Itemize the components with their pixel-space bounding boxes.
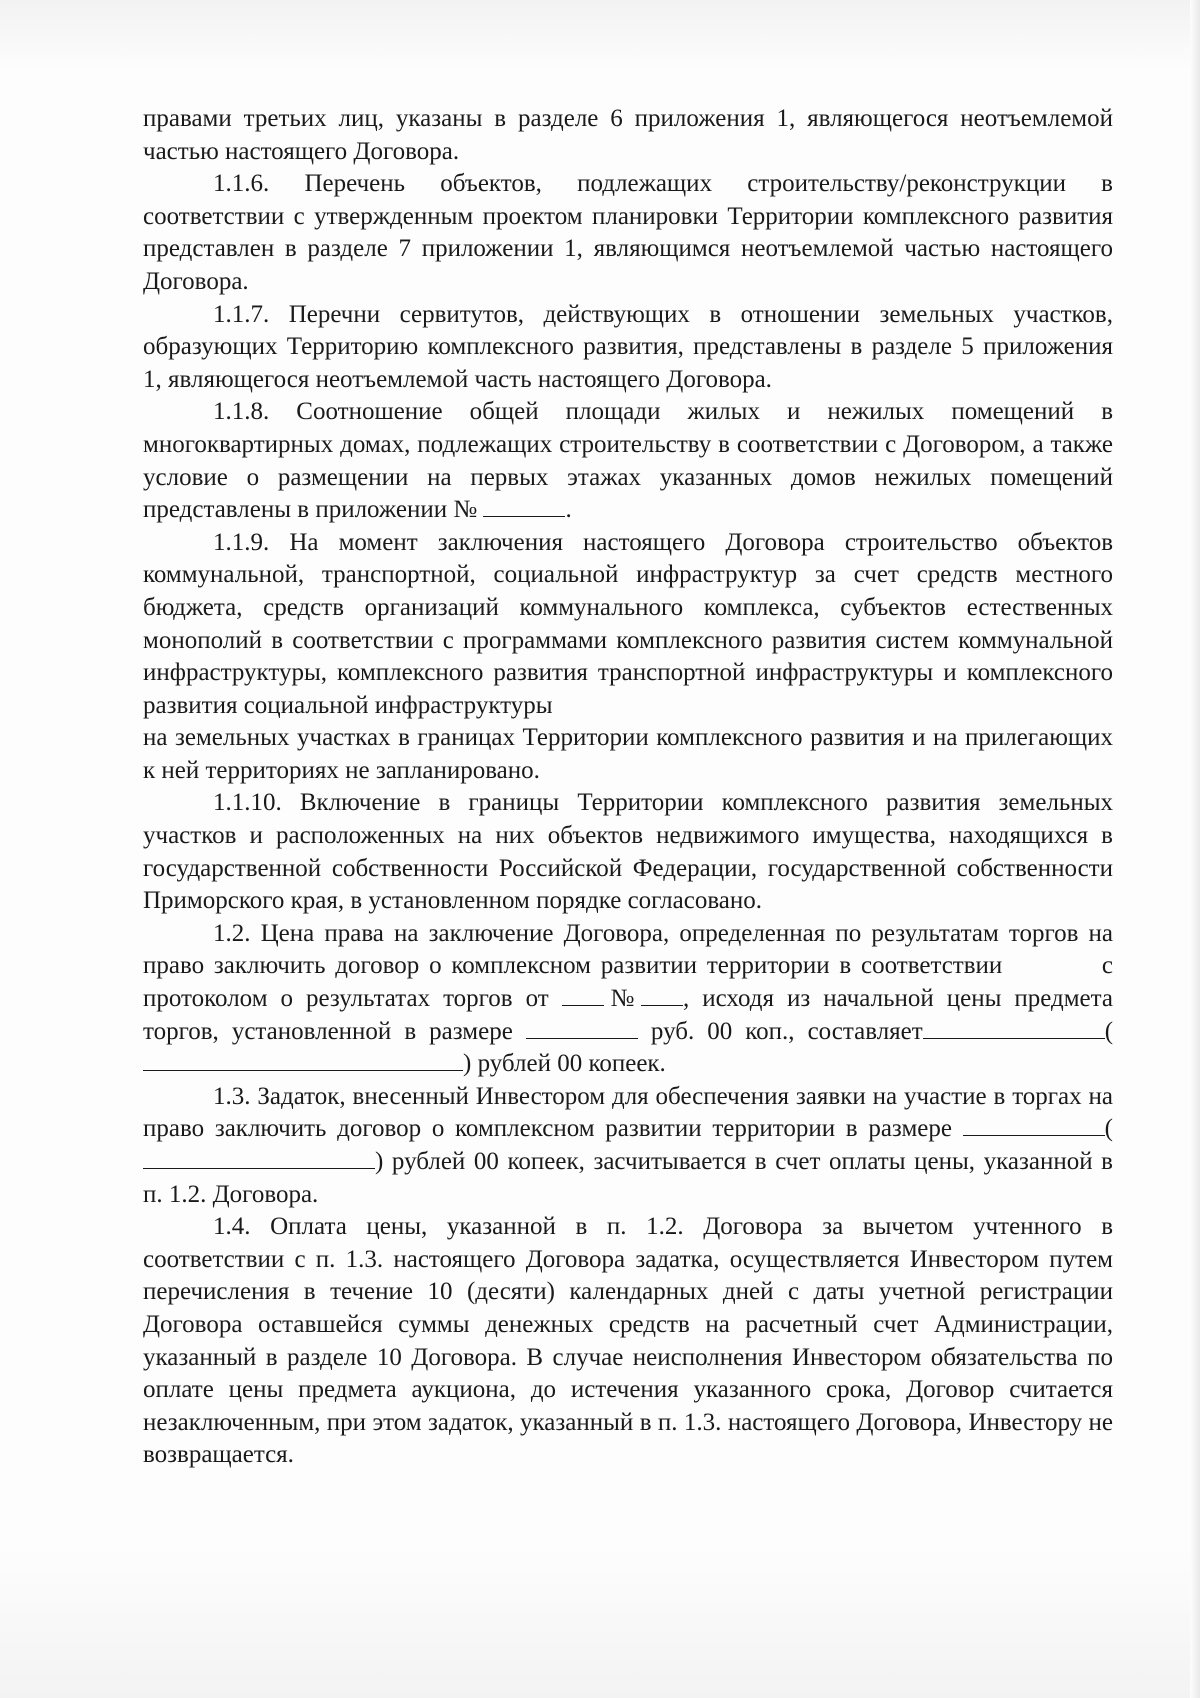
scan-noise-right	[1190, 0, 1200, 1698]
paragraph-text: , исходя из начальной цены предмета торгов, установленной в размере	[143, 985, 1113, 1045]
blank-line	[963, 1113, 1105, 1136]
blank-line	[483, 494, 565, 517]
paragraph-1-1-7	[143, 299, 1113, 397]
number-sign: №	[603, 985, 642, 1013]
paragraph-text: 1.1.8. Соотношение общей площади жилых и нежилых помещений в многоквартирных домах, подлежащих строительству в соответствии с Договором, а также условие о размещении на первых этажах указанных домов нежилых помещений представлены в приложении №	[143, 398, 1113, 524]
paragraph-text: ) рублей 00 копеек, засчитывается в счет оплаты цены, указанной в п. 1.2. Договора.	[143, 1148, 1113, 1208]
paragraph-text: ) рублей 00 копеек.	[463, 1050, 666, 1078]
paragraph-text: 1.2. Цена права на заключение Договора, определенная по результатам торгов на право заключить договор о комплексном развитии территории в соответствии	[143, 919, 1113, 980]
scan-noise-bottom	[0, 1548, 1200, 1698]
document-body	[143, 103, 1113, 1472]
paragraph-1-1-10	[143, 787, 1113, 917]
paragraph-text: 1.1.7. Перечни сервитутов, действующих в отношении земельных участков, образующих Территорию комплексного развития, представлены в разделе 5 приложения 1, являющегося неотъемлемой часть настоящего Договора.	[143, 300, 1113, 393]
blank-line	[143, 1146, 375, 1169]
blank-line	[562, 983, 604, 1006]
paragraph-text: (	[1104, 1115, 1113, 1143]
paragraph-text: (	[1104, 1017, 1114, 1045]
paragraph-text: 1.1.6. Перечень объектов, подлежащих строительству/реконструкции в соответствии с утвержденным проектом планировки Территории комплексного развития представлен в разделе 7 приложении 1, являющимся неотъемлемой частью настоящего Договора.	[143, 170, 1113, 295]
scan-noise-top	[0, 0, 1200, 70]
paragraph-text: руб. 00 коп., составляет	[650, 1017, 923, 1045]
paragraph-text: 1.1.10. Включение в границы Территории комплексного развития земельных участков и расположенных на них объектов недвижимого имущества, находящихся в государственной собственности Российской Федерации, государственной собственности Приморского края, в установленном порядке согласовано.	[143, 789, 1113, 915]
paragraph-1-1-6	[143, 168, 1113, 298]
paragraph-1-4	[143, 1211, 1113, 1472]
paragraph-text: 1.4. Оплата цены, указанной в п. 1.2. Договора за вычетом учтенного в соответствии с п. 1.3. настоящего Договора задатка, осуществляется Инвестором путем перечисления в течение 10 (десяти) календарных дней с даты учетной регистрации Договора оставшейся суммы денежных средств на расчетный счет Администрации, указанный в разделе 10 Договора. В случае неисполнения Инвестором обязательства по оплате цены предмета аукциона, до истечения указанного срока, Договор считается незаключенным, при этом задаток, указанный в п. 1.3. настоящего Договора, Инвестору не возвращается.	[143, 1213, 1113, 1469]
paragraph-continuation	[143, 103, 1113, 168]
paragraph-text: правами третьих лиц, указаны в разделе 6 приложения 1, являющегося неотъемлемой частью настоящего Договора.	[143, 105, 1113, 165]
paragraph-1-1-9-continued	[143, 722, 1113, 787]
paragraph-text: 1.3. Задаток, внесенный Инвестором для обеспечения заявки на участие в торгах на право заключить договор о комплексном развитии территории в размере	[143, 1082, 1113, 1143]
paragraph-1-1-8	[143, 396, 1113, 526]
blank-line	[143, 1048, 463, 1071]
blank-line	[641, 983, 683, 1006]
blank-line	[923, 1016, 1105, 1039]
paragraph-text: 1.1.9. На момент заключения настоящего Договора строительство объектов коммунальной, транспортной, социальной инфраструктур за счет средств местного бюджета, средств организаций коммунального комплекса, субъектов естественных монополий в соответствии с программами комплексного развития систем коммунальной инфраструктуры, комплексного развития транспортной инфраструктуры и комплексного развития социальной инфраструктуры	[143, 528, 1113, 719]
paragraph-1-1-9	[143, 527, 1113, 723]
paragraph-text: .	[565, 496, 572, 524]
blank-line	[526, 1016, 638, 1039]
paragraph-1-3	[143, 1081, 1113, 1211]
paragraph-text: с протоколом о результатах торгов от	[143, 952, 1114, 1013]
paragraph-text: на земельных участках в границах Территории комплексного развития и на прилегающих к ней территориях не запланировано.	[143, 724, 1113, 784]
paragraph-1-2	[143, 918, 1113, 1081]
